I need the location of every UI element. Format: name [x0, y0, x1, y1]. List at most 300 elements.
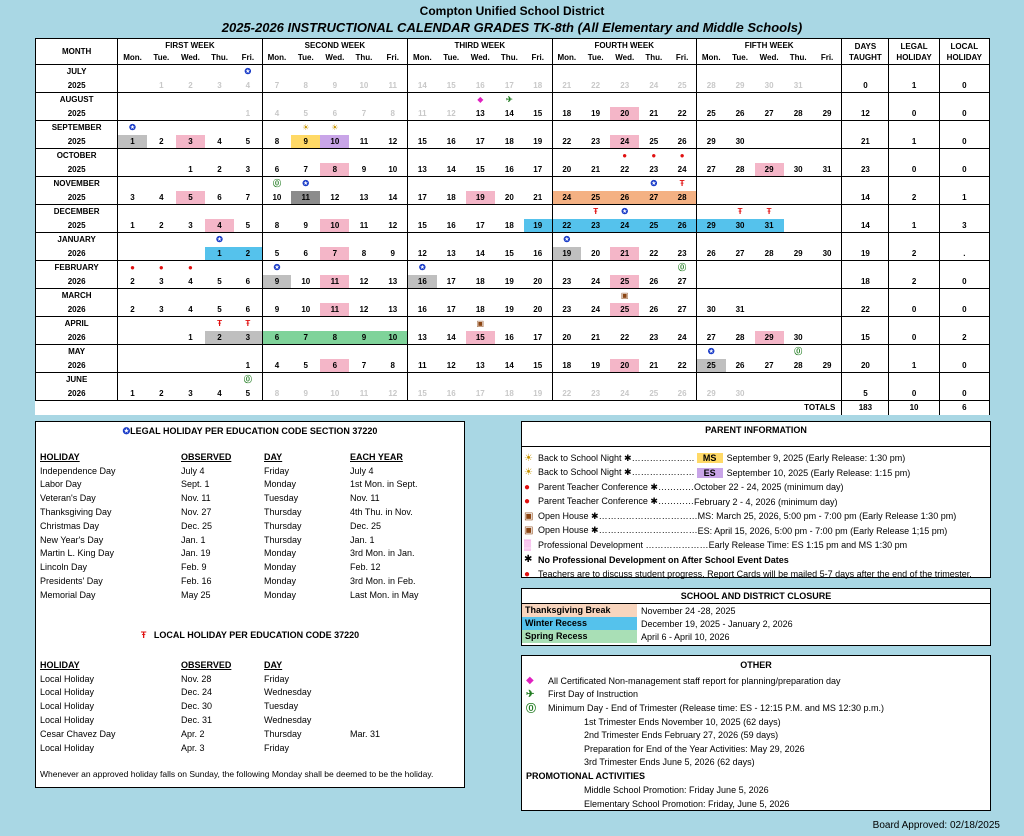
day-cell: 12 [359, 276, 369, 286]
day-icon-cell [668, 289, 696, 303]
day-icon-cell [118, 177, 147, 191]
day-icon-cell [552, 317, 581, 331]
day-icon-cell [784, 205, 813, 219]
day-icon-cell [234, 93, 262, 107]
day-cell: 2 [205, 331, 234, 345]
day-icon-cell [437, 65, 466, 79]
day-cell [755, 387, 784, 401]
day-cell: 15 [533, 360, 543, 370]
day-cell: 26 [649, 276, 659, 286]
day-cell: 3 [188, 220, 193, 230]
day-cell: 7 [303, 164, 308, 174]
day-icon-cell [524, 149, 552, 163]
month-date-row [36, 247, 990, 261]
parent-info-detail: October 22 - 24, 2025 (minimum day) [693, 482, 844, 493]
sun-icon: ☀ [320, 121, 349, 135]
day-icon-cell [320, 317, 349, 331]
day-cell: 11 [388, 80, 398, 90]
day-icon-cell [755, 65, 784, 79]
day-icon-cell [495, 121, 524, 135]
day-icon-cell [234, 345, 262, 359]
holiday-cell: Monday [264, 548, 297, 559]
sun-icon: ☀ [291, 121, 320, 135]
month-date-row [36, 135, 990, 149]
day-icon-cell [291, 93, 320, 107]
day-icon-cell [320, 233, 349, 247]
day-cell: 16 [446, 388, 456, 398]
day-cell: 6 [262, 163, 291, 177]
other-text: 1st Trimester Ends November 10, 2025 (62 days) [584, 716, 781, 727]
closure-panel [521, 588, 991, 646]
day-cell [696, 191, 725, 205]
day-icon-cell [262, 345, 291, 359]
holiday-cell: Sept. 1 [181, 479, 210, 490]
day-icon-cell [696, 233, 725, 247]
closure-row [522, 617, 990, 630]
day-cell: 3 [118, 191, 147, 205]
day-cell: 2 [159, 388, 164, 398]
day-icon-cell [176, 177, 205, 191]
day-cell: 10 [330, 388, 340, 398]
weekday-header: Fri. [241, 53, 255, 63]
day-icon-cell [378, 121, 407, 135]
day-icon-cell [176, 93, 205, 107]
holiday-cell: 1st Mon. in Sept. [350, 479, 418, 490]
day-icon-cell [524, 289, 552, 303]
day-icon-cell [320, 65, 349, 79]
day-icon-cell [524, 65, 552, 79]
holiday-cell: Wednesday [264, 687, 312, 698]
day-icon-cell [437, 345, 466, 359]
day-cell: 1 [205, 247, 234, 261]
day-icon-cell [495, 289, 524, 303]
parent-info-detail: ES: April 15, 2026, 5:00 pm - 7:00 pm (Early Release 1;15 pm) [697, 525, 948, 536]
day-icon-cell [524, 373, 552, 387]
house-icon: ▣ [466, 317, 495, 331]
apple-icon: ● [668, 149, 696, 163]
day-cell: 8 [361, 248, 367, 258]
day-cell: 8 [320, 163, 349, 177]
day-cell: 4 [188, 276, 193, 286]
day-icon-cell [205, 345, 234, 359]
day-cell: 3 [159, 304, 164, 314]
day-icon-cell [118, 205, 147, 219]
day-icon-cell [176, 65, 205, 79]
day-cell: 27 [764, 108, 774, 118]
other-text: Minimum Day - End of Trimester (Release time: ES - 12:15 P.M. and MS 12:30 p.m.) [548, 702, 884, 713]
day-cell: 12 [359, 304, 369, 314]
promotion-row: Middle School Promotion: Friday June 5, 2026 [584, 784, 769, 795]
day-icon-cell [408, 233, 437, 247]
holiday-row [40, 505, 450, 519]
day-cell: 5 [217, 304, 222, 314]
day-cell: 24 [591, 304, 601, 314]
day-cell: 1 [118, 219, 147, 233]
holiday-table-header [40, 658, 450, 672]
day-icon-cell [784, 121, 813, 135]
day-icon-cell [437, 261, 466, 275]
day-cell: 8 [262, 387, 291, 401]
day-cell [118, 107, 147, 121]
day-icon-cell [320, 373, 349, 387]
month-icon-row [36, 121, 990, 135]
holiday-cell: Monday [264, 576, 297, 587]
holiday-cell: Apr. 2 [181, 728, 205, 739]
day-cell: 18 [475, 276, 485, 286]
holiday-cell: Presidents' Day [40, 576, 103, 587]
day-cell: 7 [245, 192, 251, 202]
day-cell: 12 [408, 247, 437, 261]
day-cell [118, 79, 147, 93]
day-cell: 18 [552, 107, 581, 121]
calendar-title: 2025-2026 INSTRUCTIONAL CALENDAR GRADES TK-8th (All Elementary and Middle Schools) [221, 20, 803, 35]
day-cell [147, 359, 176, 373]
day-cell: 30 [696, 303, 725, 317]
day-cell: 16 [533, 248, 543, 258]
house-icon: ▣ [610, 289, 639, 303]
day-icon-cell [726, 93, 755, 107]
parent-info-row [522, 567, 990, 582]
day-icon-cell [813, 261, 842, 275]
day-icon-cell [147, 233, 176, 247]
week-header-5: FIFTH WEEK [696, 39, 841, 52]
day-icon-cell [696, 289, 725, 303]
day-cell: 16 [504, 332, 514, 342]
star-icon: ✪ [205, 233, 234, 247]
day-icon-cell [408, 345, 437, 359]
day-cell: 3 [159, 276, 164, 286]
day-cell: 6 [217, 192, 222, 202]
day-cell: 26 [735, 108, 745, 118]
days-taught-value: 5 [842, 387, 889, 401]
holiday-cell: Lincoln Day [40, 562, 88, 573]
day-icon-cell [524, 345, 552, 359]
day-cell: 30 [735, 388, 745, 398]
day-icon-cell [784, 317, 813, 331]
day-cell: 17 [408, 191, 437, 205]
day-cell: 3 [245, 164, 251, 174]
holiday-column-header: EACH YEAR [350, 451, 403, 462]
day-cell: 11 [359, 220, 369, 230]
day-cell: 18 [552, 359, 581, 373]
day-cell: 30 [726, 219, 755, 233]
day-cell [755, 191, 784, 205]
holiday-row [40, 727, 450, 741]
day-icon-cell [552, 121, 581, 135]
day-icon-cell [176, 345, 205, 359]
weekday-header: Tue. [153, 53, 170, 63]
holiday-cell: Dec. 25 [181, 520, 213, 531]
day-cell: 7 [320, 247, 349, 261]
day-icon-cell [639, 93, 668, 107]
holiday-row [40, 741, 450, 755]
legal-holiday-value: 0 [889, 387, 939, 401]
day-icon-cell [176, 317, 205, 331]
day-icon-cell [784, 289, 813, 303]
holiday-cell: Cesar Chavez Day [40, 728, 116, 739]
parent-information-title: PARENT INFORMATION [522, 425, 990, 447]
day-icon-cell [696, 373, 725, 387]
plane-icon: ✈ [495, 93, 524, 107]
local-holiday-value: 0 [939, 107, 989, 121]
end-icon: ⓪ [784, 345, 813, 359]
day-cell: 9 [332, 80, 338, 90]
local-holiday-value: 0 [939, 275, 989, 289]
day-icon-cell [466, 261, 495, 275]
day-cell: 10 [301, 304, 311, 314]
day-cell: 8 [262, 219, 291, 233]
house-icon: ▣ [524, 510, 534, 522]
holiday-cell: Local Holiday [40, 715, 95, 726]
day-icon-cell [581, 261, 610, 275]
day-icon-cell [726, 65, 755, 79]
day-cell: 27 [639, 191, 668, 205]
day-icon-cell [813, 149, 842, 163]
holiday-cell: Christmas Day [40, 520, 100, 531]
day-icon-cell [552, 65, 581, 79]
plane-icon: ✈ [526, 688, 535, 700]
day-cell: 3 [188, 388, 193, 398]
day-icon-cell [349, 177, 378, 191]
hol-icon: Ŧ [581, 205, 610, 219]
day-cell: 18 [446, 192, 456, 202]
day-cell: 21 [610, 247, 639, 261]
day-cell [784, 275, 813, 289]
day-cell: 3 [234, 331, 262, 345]
day-icon-cell [813, 345, 842, 359]
day-cell: 14 [408, 79, 437, 93]
day-icon-cell [437, 317, 466, 331]
day-cell: 11 [359, 136, 369, 146]
day-icon-cell [495, 317, 524, 331]
day-icon-cell [581, 345, 610, 359]
month-icon-row [36, 233, 990, 247]
parent-info-label: Back to School Night ✱………………… [538, 452, 695, 463]
day-cell: 10 [359, 80, 369, 90]
day-icon-cell [291, 205, 320, 219]
holiday-cell: Feb. 16 [181, 576, 212, 587]
closure-row [522, 630, 990, 643]
day-cell: 2 [118, 303, 147, 317]
other-text: Preparation for End of the Year Activities: May 29, 2026 [584, 743, 805, 754]
day-cell: 2 [234, 247, 262, 261]
month-date-row [36, 107, 990, 121]
month-name: SEPTEMBER [36, 121, 118, 135]
sun-icon: ☀ [524, 452, 533, 464]
day-cell: 3 [217, 80, 222, 90]
day-icon-cell [205, 65, 234, 79]
day-cell: 2 [188, 80, 193, 90]
holiday-cell: Labor Day [40, 479, 82, 490]
day-cell: 13 [475, 360, 485, 370]
day-cell: 4 [159, 192, 164, 202]
day-icon-cell [552, 261, 581, 275]
day-icon-cell [349, 233, 378, 247]
day-icon-cell [118, 345, 147, 359]
day-icon-cell [437, 373, 466, 387]
day-cell: 7 [291, 331, 320, 345]
holidays-panel [35, 421, 465, 788]
holiday-row [40, 686, 450, 700]
day-icon-cell [320, 261, 349, 275]
day-cell: 29 [822, 360, 832, 370]
day-cell: 22 [620, 164, 630, 174]
parent-info-label: Teachers are to discuss student progress. Report Cards will be mailed 5-7 days after the end of the trimester. [538, 569, 972, 580]
day-cell: 21 [533, 192, 543, 202]
day-icon-cell [408, 177, 437, 191]
star-icon: ✪ [552, 233, 581, 247]
day-cell: 15 [408, 135, 437, 149]
day-icon-cell [378, 205, 407, 219]
day-icon-cell [552, 93, 581, 107]
day-cell: 25 [649, 388, 659, 398]
weekday-header: Fri. [386, 53, 399, 63]
day-icon-cell [234, 177, 262, 191]
day-cell [205, 107, 234, 121]
parent-info-row [522, 495, 990, 510]
day-icon-cell [668, 373, 696, 387]
month-date-row [36, 79, 990, 93]
day-icon-cell [668, 65, 696, 79]
day-cell: 28 [764, 248, 774, 258]
day-icon-cell [408, 93, 437, 107]
day-icon-cell [320, 345, 349, 359]
day-cell: 1 [245, 360, 251, 370]
day-icon-cell [176, 233, 205, 247]
end-icon: ⓪ [262, 177, 291, 191]
apple-icon: ● [524, 568, 531, 580]
star-icon: ✪ [610, 205, 639, 219]
day-cell: 26 [610, 191, 639, 205]
holiday-cell: Veteran's Day [40, 493, 96, 504]
day-cell: 10 [320, 135, 349, 149]
day-icon-cell [176, 205, 205, 219]
month-header: MONTH [36, 39, 118, 65]
day-cell [147, 107, 176, 121]
weekday-header: Mon. [552, 52, 581, 65]
holiday-column-header: DAY [264, 659, 283, 670]
day-cell: 6 [332, 108, 338, 118]
day-cell [784, 219, 813, 233]
end-icon: ⓪ [526, 704, 536, 716]
day-icon-cell [408, 205, 437, 219]
day-icon-cell [668, 121, 696, 135]
day-cell: 30 [793, 332, 803, 342]
other-text: All Certificated Non-management staff report for planning/preparation day [548, 675, 841, 686]
day-icon-cell [755, 261, 784, 275]
local-holiday-title-row [36, 630, 464, 640]
day-icon-cell [524, 261, 552, 275]
days-taught-value: 19 [842, 247, 889, 261]
holiday-row [40, 491, 450, 505]
closure-label: Thanksgiving Break [522, 604, 637, 617]
legal-holiday-table [40, 450, 450, 602]
day-cell: 3 [176, 135, 205, 149]
weekday-header: Tue. [732, 53, 748, 63]
day-icon-cell [437, 233, 466, 247]
day-icon-cell [552, 289, 581, 303]
day-icon-cell [205, 289, 234, 303]
day-icon-cell [349, 65, 378, 79]
day-cell: 29 [755, 331, 784, 345]
day-cell: 11 [320, 275, 349, 289]
day-icon-cell [349, 261, 378, 275]
day-cell: 13 [388, 276, 398, 286]
day-cell: 13 [388, 304, 398, 314]
day-cell: 4 [262, 107, 291, 121]
holiday-cell: Dec. 30 [181, 701, 213, 712]
month-name: MARCH [36, 289, 118, 303]
day-icon-cell [320, 149, 349, 163]
closure-dates: December 19, 2025 - January 2, 2026 [641, 618, 793, 629]
day-icon-cell [552, 345, 581, 359]
total-local-holidays: 6 [939, 401, 989, 415]
holiday-cell: Monday [264, 479, 297, 490]
closure-dates: April 6 - April 10, 2026 [641, 631, 730, 642]
days-taught-value: 20 [842, 359, 889, 373]
other-row [526, 715, 990, 729]
month-year: 2025 [36, 219, 118, 233]
day-cell: 5 [245, 220, 251, 230]
day-cell: 11 [359, 388, 369, 398]
day-cell: 6 [262, 331, 291, 345]
day-cell [813, 135, 842, 149]
day-cell: 1 [159, 80, 164, 90]
weekday-header: Mon. [262, 52, 291, 65]
month-year: 2025 [36, 191, 118, 205]
promotional-title: PROMOTIONAL ACTIVITIES [526, 771, 646, 782]
day-cell [118, 359, 147, 373]
day-cell: 29 [696, 135, 725, 149]
hol-icon: Ŧ [668, 177, 696, 191]
holiday-cell: Mar. 31 [350, 728, 381, 739]
day-icon-cell [205, 205, 234, 219]
day-icon-cell [291, 261, 320, 275]
day-cell [726, 275, 755, 289]
holiday-cell: Jan. 19 [181, 548, 211, 559]
day-cell: 17 [446, 276, 456, 286]
day-icon-cell [610, 93, 639, 107]
days-taught-value: 22 [842, 303, 889, 317]
day-icon-cell [262, 373, 291, 387]
day-icon-cell [378, 289, 407, 303]
day-cell: 16 [408, 275, 437, 289]
day-cell: 15 [408, 219, 437, 233]
diamond-icon: ◆ [466, 93, 495, 107]
day-cell: 22 [649, 248, 659, 258]
star-icon: ✪ [234, 65, 262, 79]
holiday-table-header [40, 450, 450, 464]
day-icon-cell [610, 317, 639, 331]
month-icon-row [36, 149, 990, 163]
local-holiday-value: 0 [939, 163, 989, 177]
holiday-cell: Friday [264, 673, 290, 684]
local-holiday-value: 0 [939, 387, 989, 401]
day-icon-cell [639, 345, 668, 359]
day-icon-cell [495, 205, 524, 219]
day-icon-cell [147, 177, 176, 191]
day-cell: 17 [475, 220, 485, 230]
day-cell: 15 [408, 387, 437, 401]
day-cell: 25 [581, 191, 610, 205]
weekday-header: Fri. [531, 53, 544, 63]
day-icon-cell [784, 149, 813, 163]
day-icon-cell [262, 289, 291, 303]
day-cell: 15 [504, 248, 514, 258]
day-cell [726, 191, 755, 205]
day-icon-cell [813, 93, 842, 107]
days-taught-header: DAYS TAUGHT [842, 39, 889, 65]
